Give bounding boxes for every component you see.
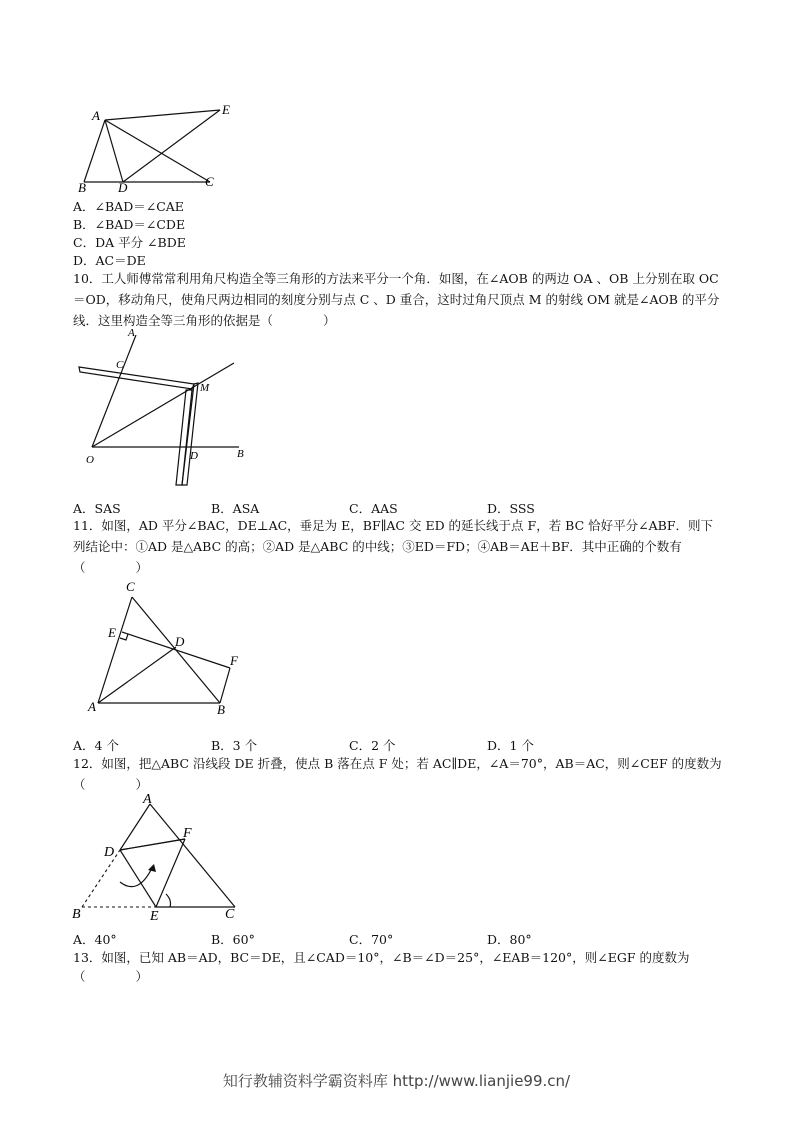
label-B: B xyxy=(237,448,244,460)
q12-options xyxy=(73,931,625,948)
label-E: E xyxy=(222,102,230,117)
label-C: C xyxy=(225,907,235,922)
label-F: F xyxy=(230,653,238,668)
label-D: D xyxy=(118,180,128,195)
q10-text: 10．工人师傅常常利用角尺构造全等三角形的方法来平分一个角．如图，在∠AOB 的两边 OA 、OB 上分别在取 OC＝OD，移动角尺，使角尺两边相同的刻度分别与点 C 、D 重合，这时过角尺顶点 M 的射线 OM 就是∠AOB 的平分线．这里构造全等三角形的依据是（ ） xyxy=(73,271,720,328)
q12-option-c: C．70° xyxy=(349,932,394,947)
label-C: C xyxy=(116,359,124,371)
q11-option-b: B．3 个 xyxy=(211,738,258,753)
q13-answer-blank: （ ） xyxy=(73,969,149,984)
figure-q12 xyxy=(68,790,248,925)
label-E: E xyxy=(150,909,159,924)
label-B: B xyxy=(78,180,86,195)
label-A: A xyxy=(92,108,100,123)
label-D: D xyxy=(104,845,115,860)
label-F: F xyxy=(183,826,192,841)
figure-q11 xyxy=(80,575,250,720)
label-O: O xyxy=(86,454,94,466)
q9-option-a: A．∠BAD＝∠CAE xyxy=(73,199,184,214)
label-A: A xyxy=(88,699,96,714)
q9-option-d: D．AC＝DE xyxy=(73,253,146,268)
label-E: E xyxy=(108,625,116,640)
label-D: D xyxy=(175,634,185,649)
q9-option-b: B．∠BAD＝∠CDE xyxy=(73,217,186,232)
q9-option-c: C．DA 平分 ∠BDE xyxy=(73,235,186,250)
q10-option-c: C．AAS xyxy=(349,501,398,516)
label-C: C xyxy=(205,174,214,189)
q10-option-b: B．ASA xyxy=(211,501,260,516)
label-D: D xyxy=(190,450,198,462)
q11-text: 11．如图，AD 平分∠BAC，DE⊥AC，垂足为 E，BF∥AC 交 ED 的延长线于点 F，若 BC 恰好平分∠ABF．则下列结论中：①AD 是△ABC 的高；②AD 是△ABC 的中线；③ED＝FD；④AB＝AE＋BF．其中正确的个数有（ ） xyxy=(73,518,713,575)
figure-q10 xyxy=(74,325,264,490)
q12-option-d: D．80° xyxy=(487,932,532,947)
label-M: M xyxy=(200,382,210,394)
figure-q9 xyxy=(70,100,240,195)
label-B: B xyxy=(217,702,225,717)
q12-text: 12．如图，把△ABC 沿线段 DE 折叠，使点 B 落在点 F 处；若 AC∥DE，∠A＝70°，AB＝AC，则∠CEF 的度数为（ ） xyxy=(73,756,722,792)
label-C: C xyxy=(126,579,135,594)
q11-option-a: A．4 个 xyxy=(73,738,119,753)
label-A: A xyxy=(128,327,135,339)
q11-option-c: C．2 个 xyxy=(349,738,396,753)
label-B: B xyxy=(72,907,81,922)
label-A: A xyxy=(143,792,152,807)
q11-option-d: D．1 个 xyxy=(487,738,534,753)
q10-option-d: D．SSS xyxy=(487,501,535,516)
q11-options xyxy=(73,737,625,754)
q12-option-b: B．60° xyxy=(211,932,255,947)
q13-text: 13．如图，已知 AB＝AD，BC＝DE，且∠CAD＝10°，∠B＝∠D＝25°，∠EAB＝120°，则∠EGF 的度数为 xyxy=(73,950,690,965)
q12-option-a: A．40° xyxy=(73,932,117,947)
footer-watermark: 知行教辅资料学霸资料库 http://www.lianjie99.cn/ xyxy=(222,1072,571,1090)
q10-option-a: A．SAS xyxy=(73,501,121,516)
